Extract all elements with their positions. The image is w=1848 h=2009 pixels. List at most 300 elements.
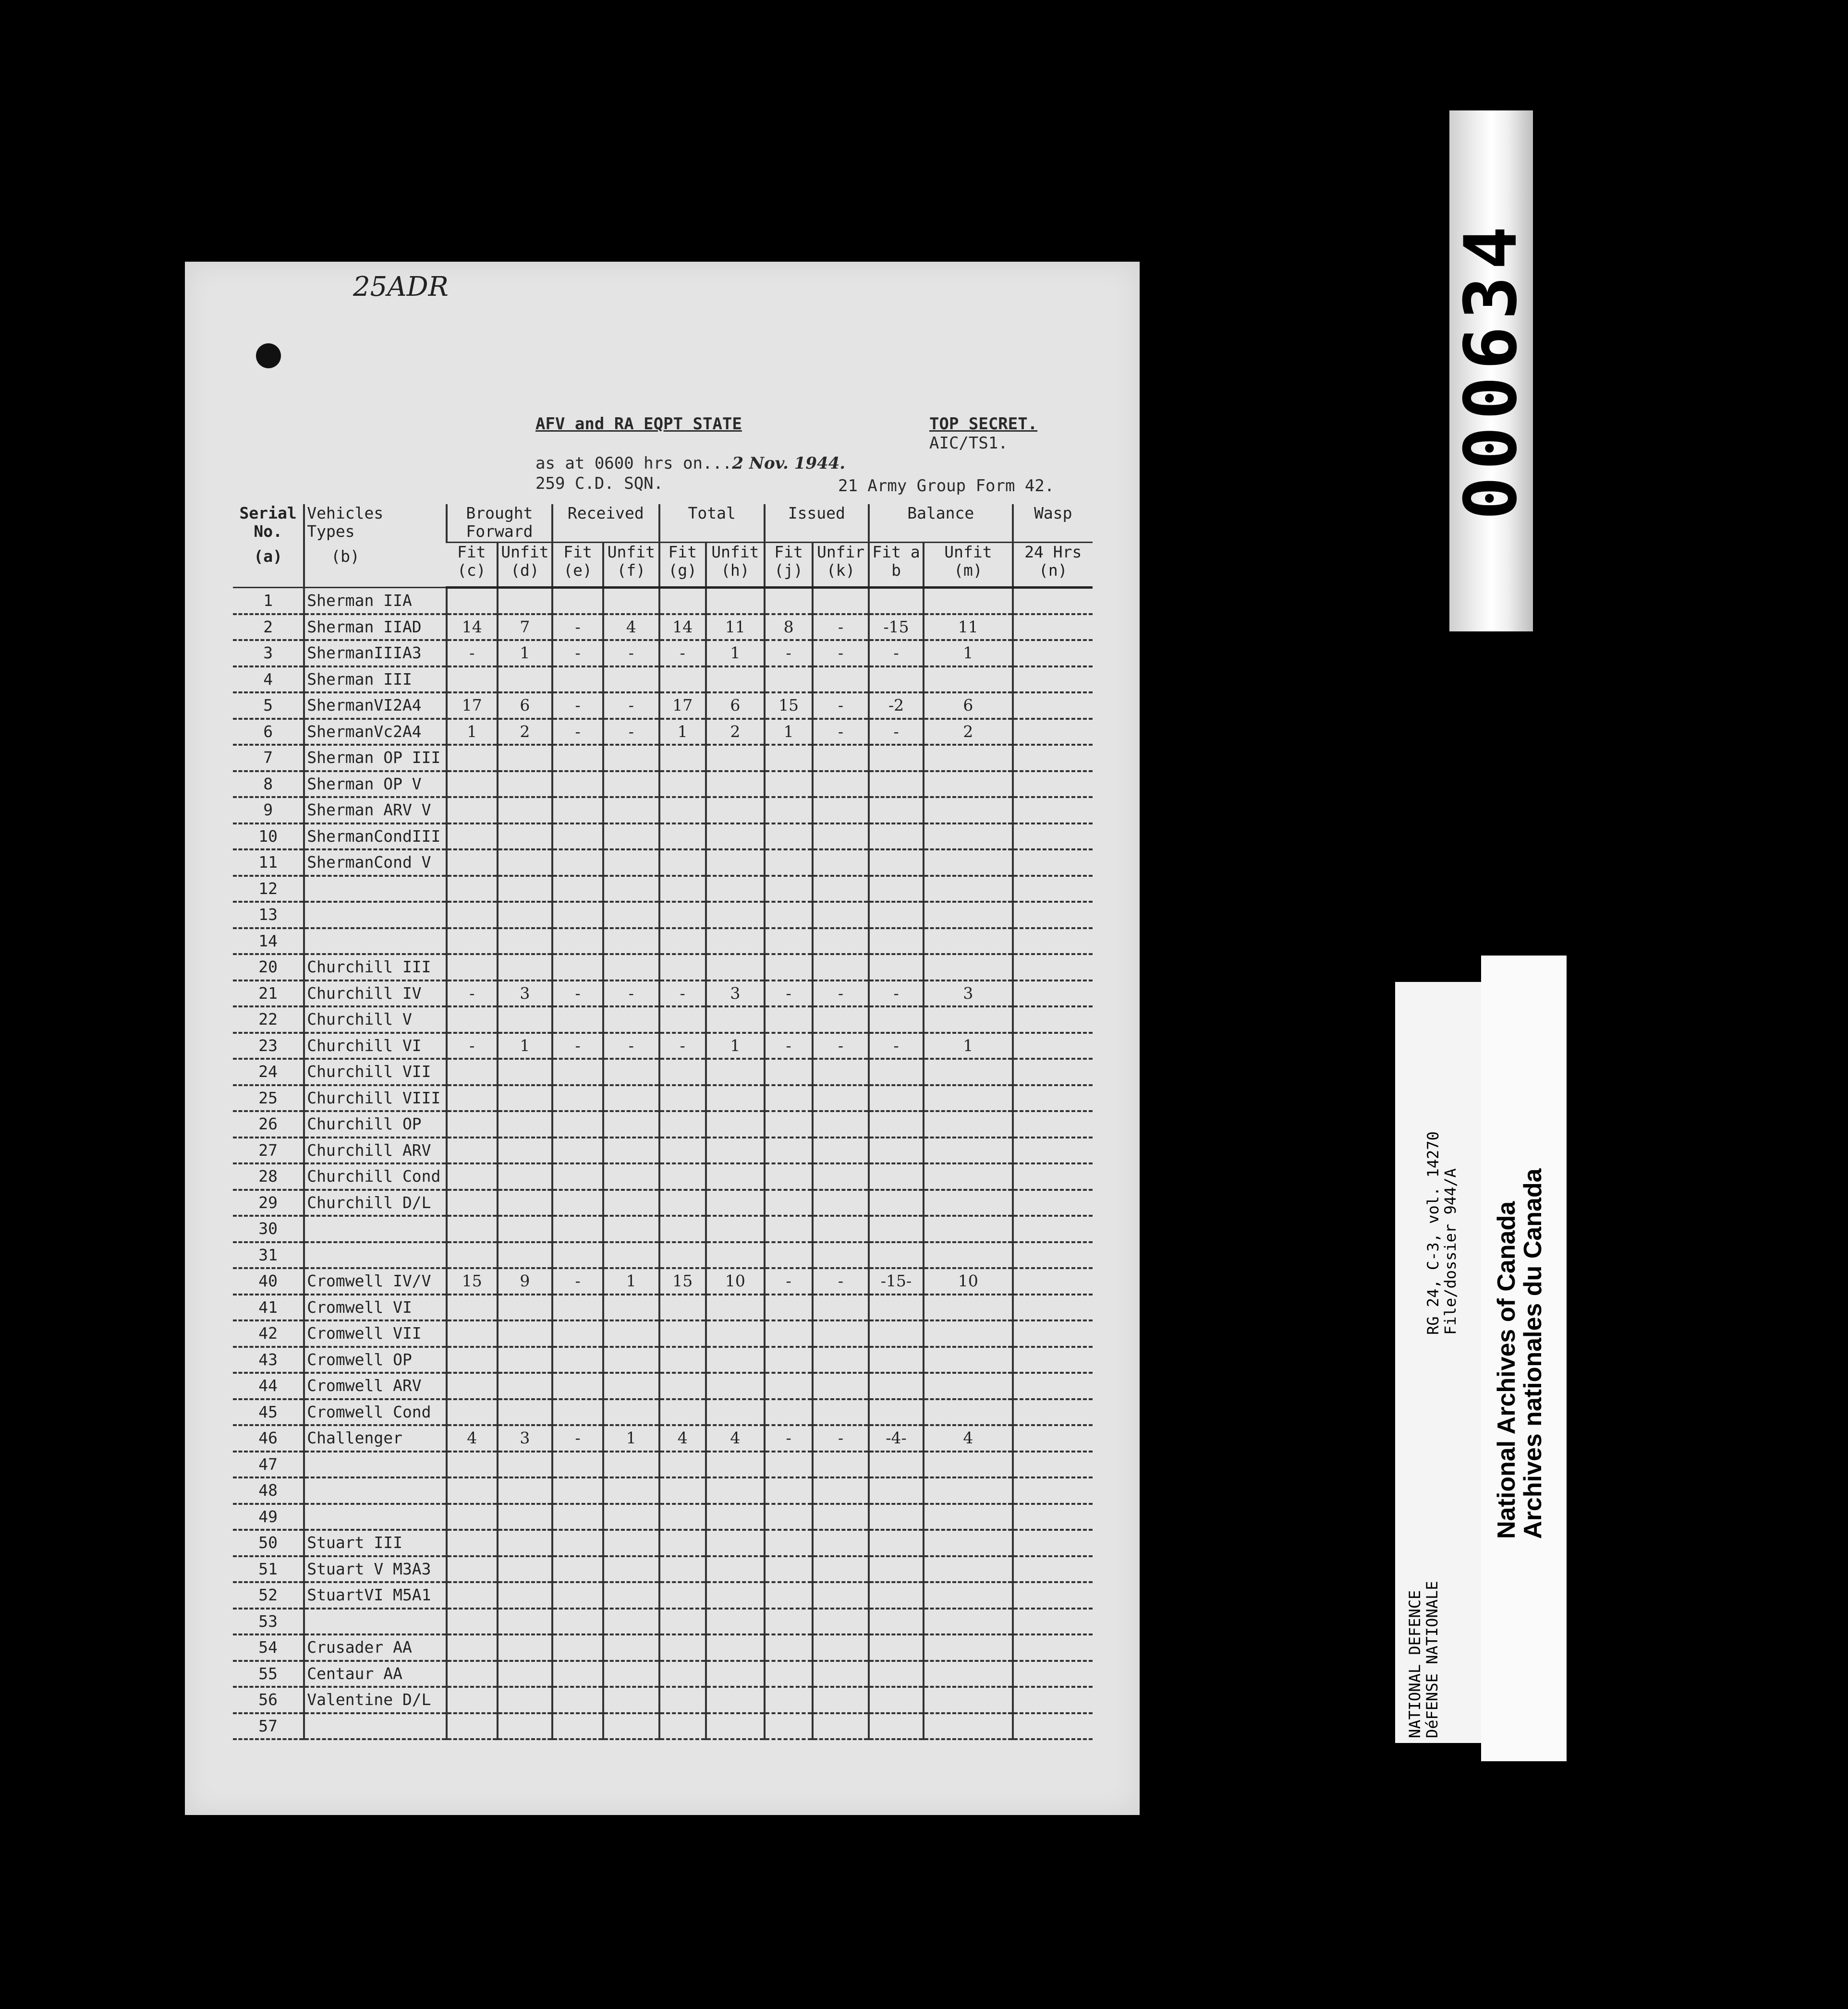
tot-fit-cell [659,1530,706,1556]
table-row [233,1320,1093,1347]
bal-unfit-cell [924,902,1012,928]
rec-unfit-cell [603,1059,659,1085]
bal-fit-cell [869,1582,924,1609]
serial-cell: 12 [233,876,304,902]
rec-unfit-cell [603,1556,659,1583]
tot-fit-cell [659,1190,706,1216]
rec-unfit-cell [603,1477,659,1504]
rec-unfit-cell [603,1111,659,1138]
rec-fit-cell [552,1111,603,1138]
table-row [233,1268,1093,1295]
iss-unfit-cell [813,1320,869,1347]
table-row [233,771,1093,798]
tot-fit-cell [659,1295,706,1321]
table-row [233,1138,1093,1164]
rec-fit-cell [552,1713,603,1740]
iss-fit-cell: - [765,1268,813,1295]
rec-fit-cell [552,1556,603,1583]
tot-fit-cell: - [659,1033,706,1059]
table-row [233,1347,1093,1373]
wasp-24hrs-cell [1013,1504,1093,1530]
tot-unfit-cell [706,1713,765,1740]
tot-unfit-cell [706,902,765,928]
tot-fit-cell: - [659,640,706,666]
iss-unfit-cell: - [813,719,869,745]
rec-unfit-cell: 1 [603,1268,659,1295]
tot-fit-cell [659,1242,706,1269]
rec-fit-cell [552,797,603,823]
table-row [233,1425,1093,1452]
bf-unfit-cell [498,1111,552,1138]
tot-fit-cell [659,1163,706,1190]
vehicle-type-cell: Cromwell OP [304,1347,447,1373]
bf-unfit-cell: 7 [498,614,552,641]
iss-fit-cell: - [765,1033,813,1059]
bal-unfit-cell [924,1059,1012,1085]
bf-unfit-cell [498,797,552,823]
serial-cell: 30 [233,1216,304,1242]
vehicle-type-cell: Valentine D/L [304,1687,447,1713]
reference: AIC/TS1. [929,434,1008,453]
table-row [233,1373,1093,1399]
serial-cell: 26 [233,1111,304,1138]
iss-fit-cell [765,1138,813,1164]
col-header-hrs-n: 24 Hrs (n) [1013,543,1093,588]
rec-unfit-cell [603,1399,659,1426]
iss-fit-cell [765,1556,813,1583]
serial-cell: 2 [233,614,304,641]
bf-unfit-cell: 9 [498,1268,552,1295]
rec-unfit-cell [603,1504,659,1530]
iss-unfit-cell [813,1477,869,1504]
bf-unfit-cell: 3 [498,980,552,1007]
bal-unfit-cell [924,1452,1012,1478]
tot-unfit-cell [706,1138,765,1164]
vehicle-type-cell [304,1452,447,1478]
iss-unfit-cell [813,1609,869,1635]
wasp-24hrs-cell [1013,1477,1093,1504]
rec-fit-cell [552,745,603,771]
bal-fit-cell [869,1634,924,1661]
iss-fit-cell [765,1190,813,1216]
table-row [233,980,1093,1007]
bal-fit-cell [869,1347,924,1373]
wasp-24hrs-cell [1013,1609,1093,1635]
bf-fit-cell [447,1190,498,1216]
serial-cell: 20 [233,954,304,980]
rec-unfit-cell [603,666,659,693]
bf-unfit-cell [498,1006,552,1033]
bal-unfit-cell [924,1504,1012,1530]
tot-unfit-cell [706,1399,765,1426]
bal-unfit-cell [924,1190,1012,1216]
rec-unfit-cell [603,823,659,850]
wasp-24hrs-cell [1013,1634,1093,1661]
serial-cell: 54 [233,1634,304,1661]
serial-cell: 5 [233,692,304,719]
iss-unfit-cell: - [813,1033,869,1059]
vehicle-type-cell: Churchill Cond [304,1163,447,1190]
bf-unfit-cell [498,1634,552,1661]
wasp-24hrs-cell [1013,588,1093,614]
rec-unfit-cell [603,1216,659,1242]
bal-fit-cell [869,1006,924,1033]
vehicle-type-cell [304,1477,447,1504]
iss-fit-cell [765,928,813,955]
bal-fit-cell [869,1242,924,1269]
bal-unfit-cell [924,1216,1012,1242]
vehicle-type-cell [304,876,447,902]
bf-unfit-cell [498,1609,552,1635]
tot-unfit-cell [706,1295,765,1321]
tot-unfit-cell [706,1530,765,1556]
table-row [233,1163,1093,1190]
form-date: 2 Nov. 1944. [732,454,846,473]
iss-unfit-cell [813,1634,869,1661]
vehicle-type-cell: Sherman III [304,666,447,693]
bf-unfit-cell [498,1242,552,1269]
tot-unfit-cell: 2 [706,719,765,745]
rec-fit-cell: - [552,1268,603,1295]
iss-unfit-cell [813,1085,869,1112]
rec-fit-cell [552,1059,603,1085]
bal-fit-cell: - [869,1033,924,1059]
table-row [233,1295,1093,1321]
wasp-24hrs-cell [1013,1452,1093,1478]
iss-unfit-cell [813,1504,869,1530]
bal-unfit-cell: 4 [924,1425,1012,1452]
bal-fit-cell [869,1477,924,1504]
table-row [233,1006,1093,1033]
vehicle-type-cell: Churchill VIII [304,1085,447,1112]
rec-unfit-cell [603,1582,659,1609]
bf-unfit-cell: 3 [498,1425,552,1452]
iss-fit-cell: - [765,980,813,1007]
serial-cell: 52 [233,1582,304,1609]
bal-unfit-cell [924,823,1012,850]
serial-cell: 43 [233,1347,304,1373]
iss-fit-cell [765,1347,813,1373]
serial-cell: 22 [233,1006,304,1033]
serial-cell: 42 [233,1320,304,1347]
table-row [233,1111,1093,1138]
bf-unfit-cell [498,1399,552,1426]
total-header: Total [659,504,765,543]
wasp-24hrs-cell [1013,666,1093,693]
rec-fit-cell [552,1609,603,1635]
bal-unfit-cell: 3 [924,980,1012,1007]
iss-fit-cell [765,745,813,771]
rec-fit-cell: - [552,640,603,666]
bal-unfit-cell [924,1530,1012,1556]
tot-unfit-cell [706,1452,765,1478]
wasp-24hrs-cell [1013,876,1093,902]
iss-fit-cell [765,1504,813,1530]
wasp-24hrs-cell [1013,797,1093,823]
iss-unfit-cell [813,1452,869,1478]
col-header-unfit-h: Unfit (h) [706,543,765,588]
rec-fit-cell [552,771,603,798]
tot-fit-cell [659,745,706,771]
iss-unfit-cell: - [813,614,869,641]
form-page [185,262,1140,1815]
bal-fit-cell [869,745,924,771]
bf-unfit-cell [498,1320,552,1347]
bf-fit-cell [447,823,498,850]
wasp-24hrs-cell [1013,1085,1093,1112]
tot-unfit-cell [706,1634,765,1661]
tot-fit-cell [659,797,706,823]
iss-unfit-cell [813,745,869,771]
iss-unfit-cell [813,1006,869,1033]
bal-fit-cell: -2 [869,692,924,719]
vehicle-type-cell: Churchill D/L [304,1190,447,1216]
tot-fit-cell [659,1687,706,1713]
rec-fit-cell [552,1661,603,1687]
bal-unfit-cell [924,745,1012,771]
iss-unfit-cell [813,1138,869,1164]
bf-unfit-cell [498,1477,552,1504]
bal-unfit-cell [924,1556,1012,1583]
table-row [233,928,1093,955]
iss-fit-cell [765,771,813,798]
serial-cell: 28 [233,1163,304,1190]
bf-unfit-cell [498,954,552,980]
iss-unfit-cell [813,1373,869,1399]
tot-unfit-cell [706,1556,765,1583]
bal-fit-cell [869,588,924,614]
table-row [233,849,1093,876]
table-row [233,876,1093,902]
bf-unfit-cell: 6 [498,692,552,719]
tot-fit-cell [659,902,706,928]
bf-fit-cell [447,1320,498,1347]
tot-unfit-cell [706,928,765,955]
rec-fit-cell [552,1163,603,1190]
iss-unfit-cell [813,666,869,693]
table-row [233,823,1093,850]
tot-fit-cell [659,1634,706,1661]
iss-unfit-cell: - [813,692,869,719]
table-row [233,1687,1093,1713]
rec-fit-cell [552,902,603,928]
vehicle-type-cell [304,1216,447,1242]
rec-fit-cell [552,1452,603,1478]
wasp-24hrs-cell [1013,1687,1093,1713]
bal-fit-cell: - [869,980,924,1007]
bf-fit-cell: 1 [447,719,498,745]
vehicle-type-cell: Cromwell ARV [304,1373,447,1399]
rec-unfit-cell [603,1609,659,1635]
table-row [233,1556,1093,1583]
serial-cell: 31 [233,1242,304,1269]
bf-fit-cell [447,876,498,902]
rec-fit-cell [552,1634,603,1661]
bal-unfit-cell [924,588,1012,614]
iss-fit-cell [765,1111,813,1138]
serial-header-label: Serial No. [239,504,297,541]
bal-fit-cell: -15- [869,1268,924,1295]
rec-unfit-cell: 1 [603,1425,659,1452]
tot-unfit-cell [706,797,765,823]
tot-fit-cell [659,1216,706,1242]
table-row [233,1452,1093,1478]
rec-unfit-cell: - [603,719,659,745]
bf-unfit-cell [498,1163,552,1190]
tot-unfit-cell [706,849,765,876]
serial-cell: 21 [233,980,304,1007]
iss-unfit-cell [813,1713,869,1740]
bal-fit-cell [869,1295,924,1321]
bf-unfit-cell [498,1504,552,1530]
bf-unfit-cell [498,771,552,798]
bf-fit-cell [447,902,498,928]
bal-fit-cell [869,1085,924,1112]
bal-unfit-cell [924,1242,1012,1269]
tot-unfit-cell [706,1006,765,1033]
table-row [233,1216,1093,1242]
vehicle-type-cell: Cromwell Cond [304,1399,447,1426]
rec-unfit-cell [603,1530,659,1556]
tot-fit-cell [659,849,706,876]
wasp-24hrs-cell [1013,1163,1093,1190]
rec-unfit-cell [603,797,659,823]
iss-unfit-cell [813,1295,869,1321]
tot-fit-cell [659,1582,706,1609]
bal-unfit-cell: 1 [924,1033,1012,1059]
table-row [233,954,1093,980]
bf-fit-cell: - [447,980,498,1007]
rec-unfit-cell: 4 [603,614,659,641]
bf-fit-cell [447,1347,498,1373]
bal-fit-cell: - [869,719,924,745]
bal-fit-cell: -4- [869,1425,924,1452]
tot-fit-cell [659,1477,706,1504]
rec-fit-cell: - [552,692,603,719]
bf-fit-cell: 4 [447,1425,498,1452]
rec-unfit-cell: - [603,640,659,666]
bal-fit-cell [869,954,924,980]
bal-unfit-cell [924,1582,1012,1609]
dept-en: NATIONAL DEFENCE [1406,1590,1424,1738]
iss-fit-cell [765,954,813,980]
reference-line-1: RG 24, C-3, vol. 14270 [1424,1131,1442,1335]
bal-unfit-cell [924,1477,1012,1504]
vehicle-type-cell [304,1713,447,1740]
bf-unfit-cell [498,1713,552,1740]
table-row [233,666,1093,693]
wasp-24hrs-cell [1013,1347,1093,1373]
tot-unfit-cell [706,745,765,771]
wasp-24hrs-cell [1013,1530,1093,1556]
iss-unfit-cell [813,797,869,823]
rec-fit-cell [552,1320,603,1347]
bal-unfit-cell [924,1085,1012,1112]
bf-fit-cell [447,1530,498,1556]
wasp-24hrs-cell [1013,1190,1093,1216]
iss-fit-cell [765,1609,813,1635]
tot-fit-cell [659,876,706,902]
bf-fit-cell [447,1452,498,1478]
table-row [233,1609,1093,1635]
wasp-24hrs-cell [1013,1582,1093,1609]
tot-fit-cell [659,823,706,850]
tot-unfit-cell [706,1163,765,1190]
wasp-24hrs-cell [1013,1373,1093,1399]
wasp-24hrs-cell [1013,849,1093,876]
bf-unfit-cell: 2 [498,719,552,745]
bal-fit-cell [869,1320,924,1347]
wasp-24hrs-cell [1013,1006,1093,1033]
tot-fit-cell: 17 [659,692,706,719]
table-row [233,614,1093,641]
wasp-24hrs-cell [1013,692,1093,719]
bal-fit-cell [869,1504,924,1530]
bal-fit-cell [869,1661,924,1687]
tot-fit-cell [659,928,706,955]
bf-unfit-cell [498,1085,552,1112]
as-at-label: as at 0600 hrs on... [535,454,732,473]
col-header-fit-j: Fit (j) [765,543,813,588]
bal-unfit-cell [924,1373,1012,1399]
wasp-24hrs-cell [1013,719,1093,745]
tot-fit-cell: 14 [659,614,706,641]
serial-cell: 27 [233,1138,304,1164]
vehicle-type-cell: ShermanVc2A4 [304,719,447,745]
tot-fit-cell [659,1609,706,1635]
serial-cell: 45 [233,1399,304,1426]
bf-fit-cell [447,771,498,798]
tot-fit-cell [659,1111,706,1138]
bal-unfit-cell [924,928,1012,955]
tot-unfit-cell [706,1111,765,1138]
bf-unfit-cell [498,1190,552,1216]
iss-unfit-cell [813,1582,869,1609]
rec-fit-cell [552,1582,603,1609]
table-row [233,745,1093,771]
table-row [233,640,1093,666]
bf-unfit-cell [498,1138,552,1164]
wasp-24hrs-cell [1013,902,1093,928]
iss-unfit-cell [813,1163,869,1190]
wasp-24hrs-cell [1013,1138,1093,1164]
bal-fit-cell [869,1163,924,1190]
balance-header: Balance [869,504,1013,543]
iss-unfit-cell [813,823,869,850]
table-row [233,1713,1093,1740]
tot-unfit-cell [706,666,765,693]
vehicle-type-cell [304,902,447,928]
iss-unfit-cell [813,902,869,928]
vehicle-type-cell: Cromwell VII [304,1320,447,1347]
bf-fit-cell: - [447,640,498,666]
unit-name: 259 C.D. SQN. [535,474,664,493]
tot-fit-cell [659,588,706,614]
rec-unfit-cell [603,1452,659,1478]
bal-unfit-cell [924,954,1012,980]
serial-cell: 9 [233,797,304,823]
bf-unfit-cell: 1 [498,1033,552,1059]
bf-fit-cell [447,1059,498,1085]
bal-unfit-cell [924,1609,1012,1635]
bal-fit-cell [869,1059,924,1085]
col-header-unfit-m: Unfit (m) [924,543,1012,588]
wasp-24hrs-cell [1013,980,1093,1007]
equipment-state-table [233,504,1093,1740]
vehicle-type-cell: Churchill VI [304,1033,447,1059]
tot-fit-cell [659,1556,706,1583]
rec-unfit-cell [603,588,659,614]
